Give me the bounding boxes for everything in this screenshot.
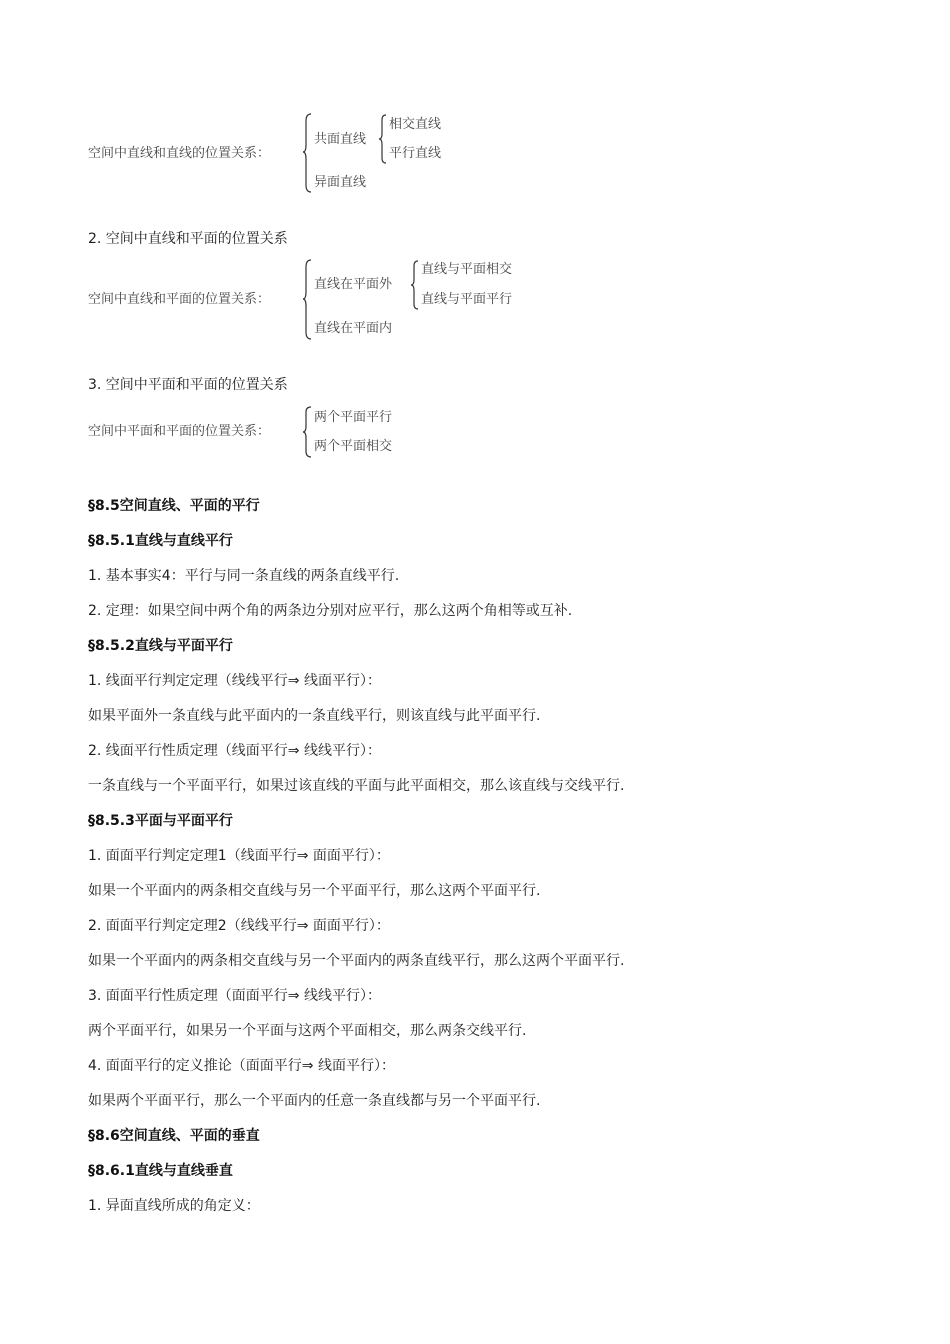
diagram1-root: 空间中直线和直线的位置关系： — [88, 146, 271, 161]
paragraph-853-4-body: 如果两个平面平行，那么一个平面内的任意一条直线都与另一个平面平行. — [88, 1093, 541, 1109]
diagram3-intersecting: 两个平面相交 — [314, 439, 393, 454]
paragraph-852-2-body: 一条直线与一个平面平行，如果过该直线的平面与此平面相交，那么该直线与交线平行. — [88, 778, 625, 794]
paragraph-853-2: 2. 面面平行判定定理2（线线平行⇒ 面面平行）： — [88, 918, 390, 934]
diagram2-parallel: 直线与平面平行 — [421, 292, 513, 307]
diagram1-parallel: 平行直线 — [389, 146, 442, 161]
section3-title: 3. 空间中平面和平面的位置关系 — [88, 377, 288, 393]
diagram1-brace-main — [302, 113, 314, 193]
heading-8-5-2: §8.5.2直线与平面平行 — [88, 638, 233, 654]
paragraph-852-1-body: 如果平面外一条直线与此平面内的一条直线平行，则该直线与此平面平行. — [88, 708, 541, 724]
diagram1-skew: 异面直线 — [314, 175, 367, 190]
paragraph-853-3: 3. 面面平行性质定理（面面平行⇒ 线线平行）： — [88, 988, 381, 1004]
diagram1-brace-sub — [378, 114, 388, 164]
paragraph-851-2: 2. 定理：如果空间中两个角的两条边分别对应平行，那么这两个角相等或互补. — [88, 603, 573, 619]
paragraph-851-1: 1. 基本事实4：平行与同一条直线的两条直线平行. — [88, 568, 400, 584]
paragraph-853-1-body: 如果一个平面内的两条相交直线与另一个平面平行，那么这两个平面平行. — [88, 883, 541, 899]
paragraph-853-2-body: 如果一个平面内的两条相交直线与另一个平面内的两条直线平行，那么这两个平面平行. — [88, 953, 625, 969]
diagram2-root: 空间中直线和平面的位置关系： — [88, 292, 271, 307]
heading-8-5: §8.5空间直线、平面的平行 — [88, 498, 260, 514]
heading-8-6: §8.6空间直线、平面的垂直 — [88, 1128, 260, 1144]
diagram3-brace — [302, 406, 314, 458]
diagram2-outside: 直线在平面外 — [314, 277, 393, 292]
diagram3-root: 空间中平面和平面的位置关系： — [88, 424, 271, 439]
diagram3-parallel: 两个平面平行 — [314, 410, 393, 425]
diagram2-brace-main — [302, 259, 314, 341]
diagram1-intersecting: 相交直线 — [389, 117, 442, 132]
paragraph-852-1: 1. 线面平行判定定理（线线平行⇒ 线面平行）： — [88, 673, 381, 689]
diagram2-intersecting: 直线与平面相交 — [421, 262, 513, 277]
paragraph-853-3-body: 两个平面平行，如果另一个平面与这两个平面相交，那么两条交线平行. — [88, 1023, 527, 1039]
section2-title: 2. 空间中直线和平面的位置关系 — [88, 231, 288, 247]
paragraph-853-1: 1. 面面平行判定定理1（线面平行⇒ 面面平行）： — [88, 848, 390, 864]
heading-8-6-1: §8.6.1直线与直线垂直 — [88, 1163, 233, 1179]
paragraph-852-2: 2. 线面平行性质定理（线面平行⇒ 线线平行）： — [88, 743, 381, 759]
diagram1-coplanar: 共面直线 — [314, 132, 367, 147]
diagram2-brace-sub — [410, 260, 420, 310]
diagram2-inside: 直线在平面内 — [314, 321, 393, 336]
heading-8-5-1: §8.5.1直线与直线平行 — [88, 533, 233, 549]
paragraph-853-4: 4. 面面平行的定义推论（面面平行⇒ 线面平行）： — [88, 1058, 395, 1074]
paragraph-861-1: 1. 异面直线所成的角定义： — [88, 1198, 260, 1214]
heading-8-5-3: §8.5.3平面与平面平行 — [88, 813, 233, 829]
